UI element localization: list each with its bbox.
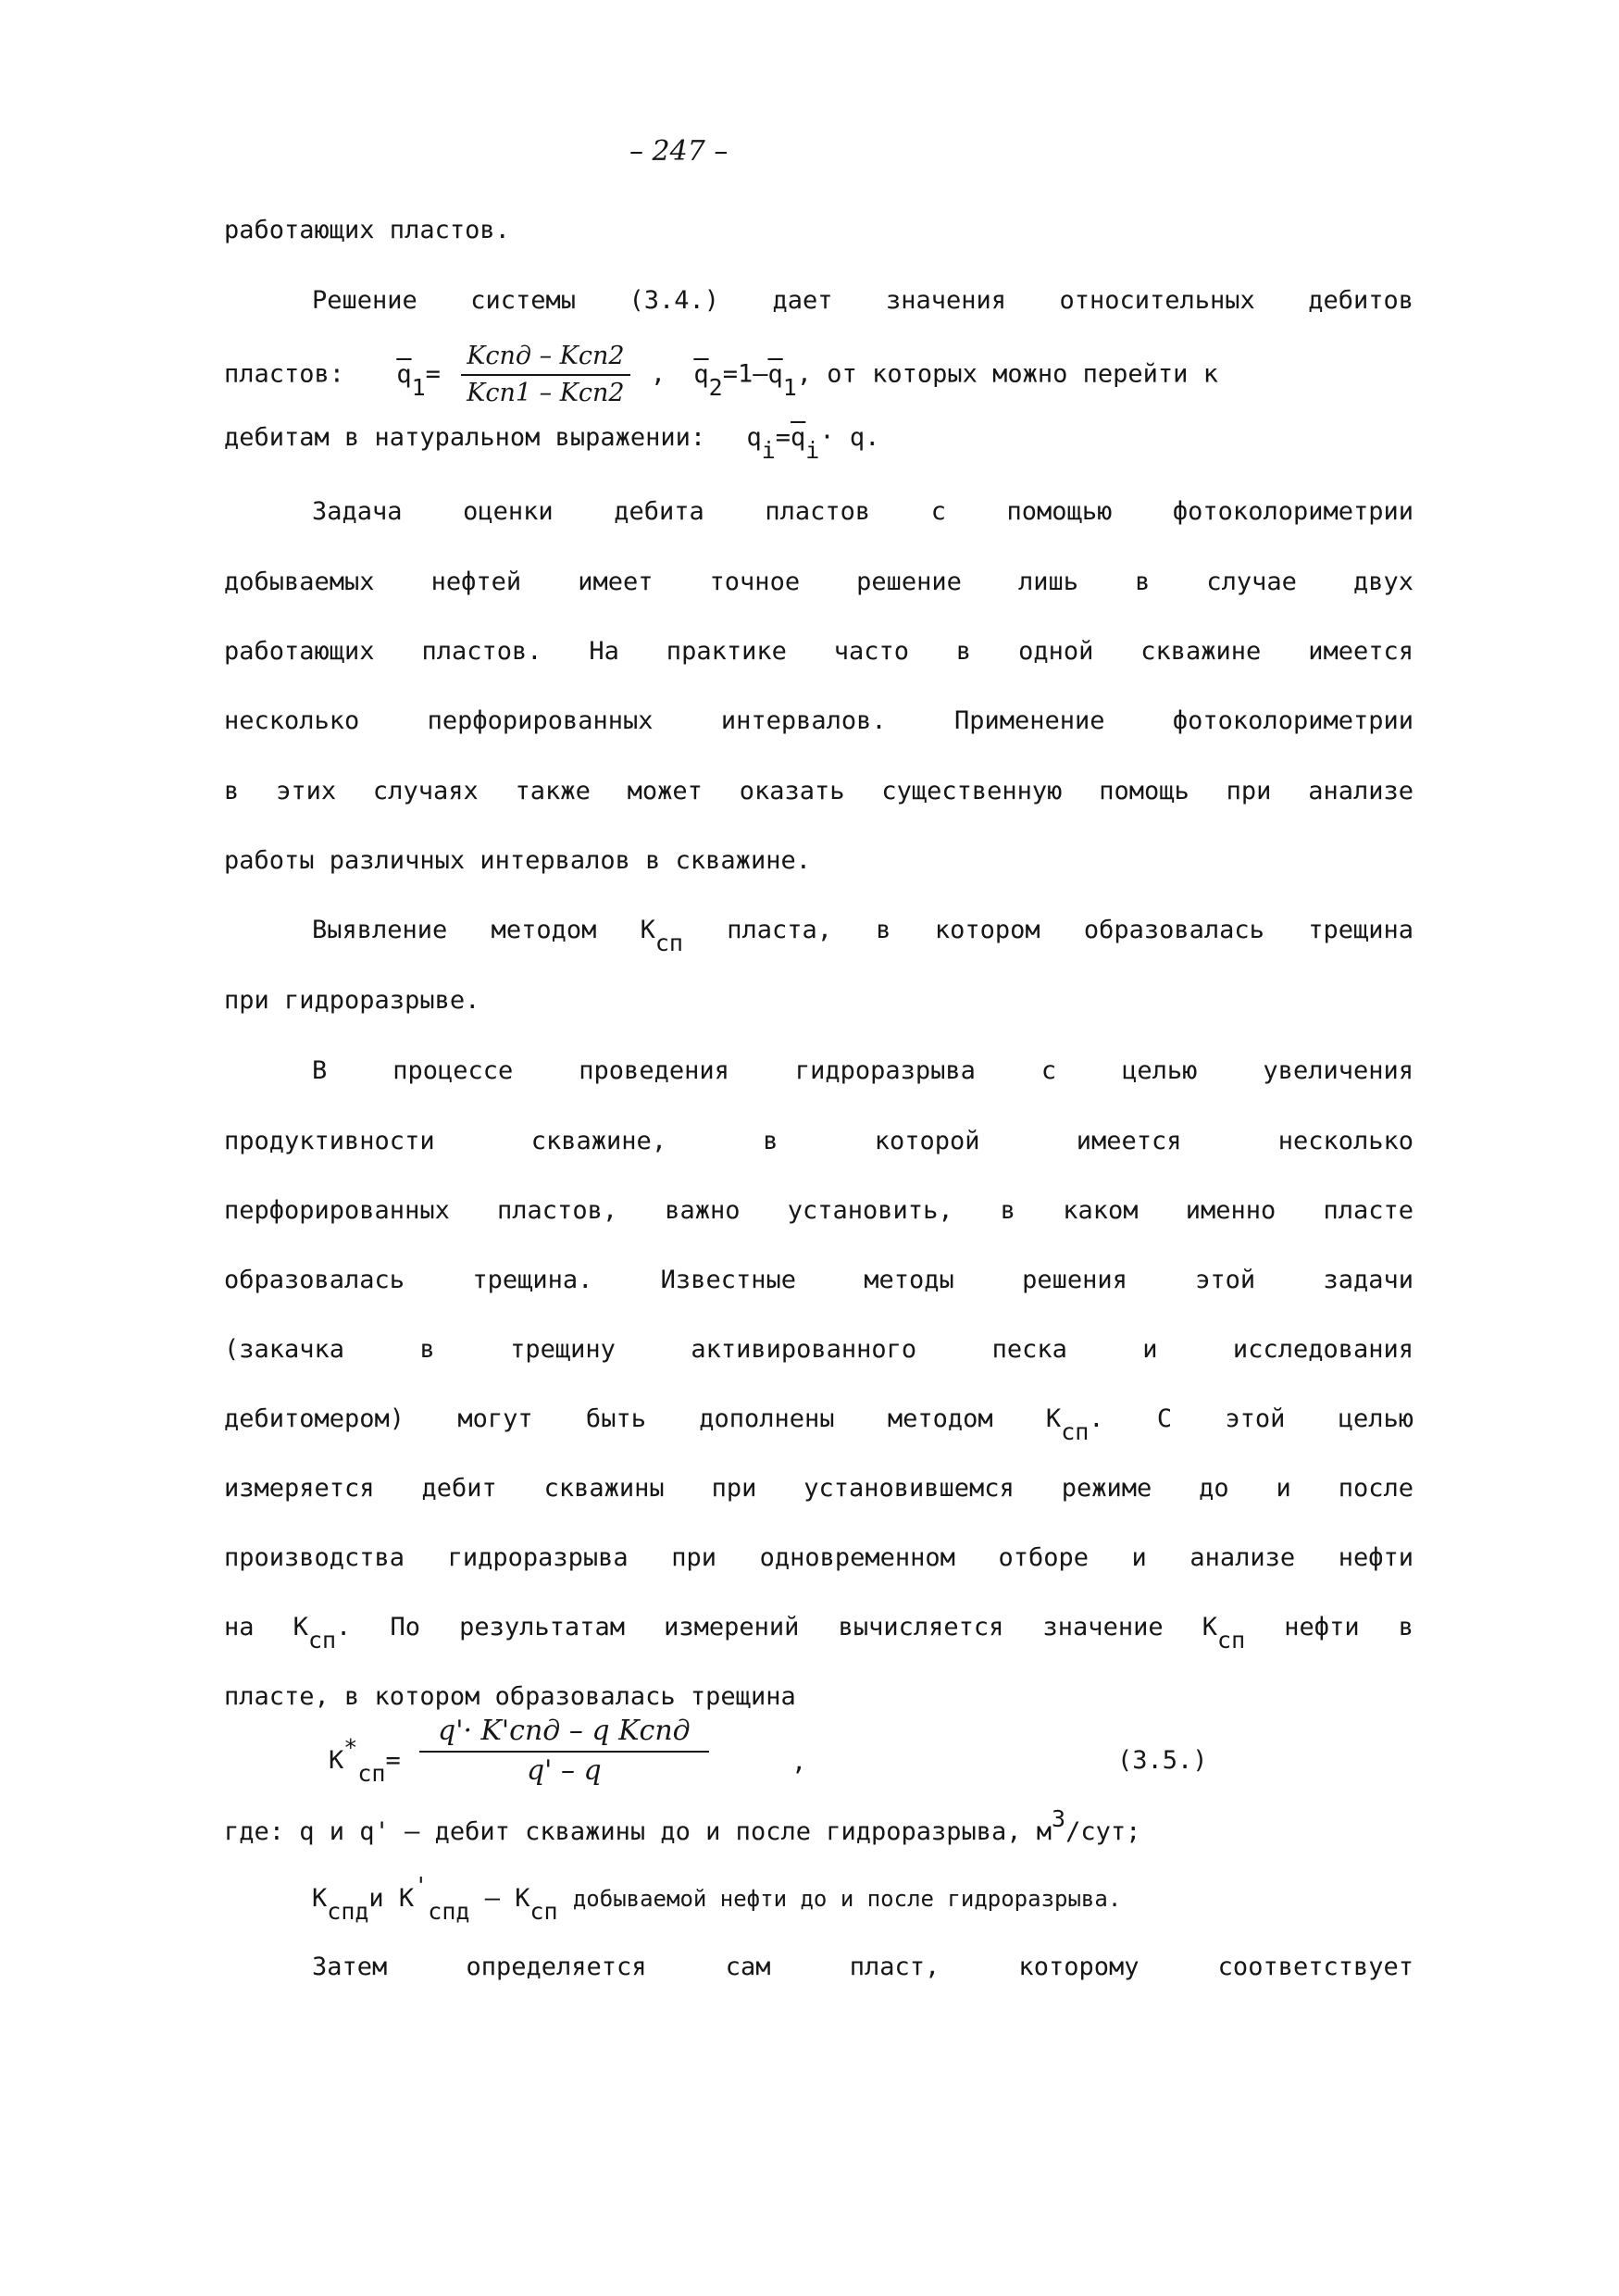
- text-tail: , от которых можно перейти к: [796, 359, 1218, 389]
- text-line-6: добываемых нефтей имеет точное решение лишь в случае двух: [224, 568, 1414, 596]
- text-line-7: работающих пластов. На практике часто в одной скважине имеется: [224, 637, 1414, 666]
- qi-symbol: $q_i$: [746, 423, 776, 464]
- text-line-1: работающих пластов.: [224, 216, 510, 244]
- formula-numerator: q'· K'спд – q Kспд: [419, 1715, 709, 1753]
- text-line-14: продуктивности скважине, в которой имеется несколько: [224, 1127, 1414, 1155]
- text-tail: · q.: [819, 423, 880, 452]
- text-line-18: дебитомером) могут быть дополнены методом $К_{сп}$. С этой целью: [224, 1404, 1414, 1445]
- q2-rhs: =1–: [722, 359, 768, 389]
- equals-sign: =: [775, 423, 791, 452]
- formula-denominator: q' – q: [526, 1754, 602, 1787]
- formula-lhs: $К^*_{сп}=$: [329, 1734, 401, 1787]
- text-line-4: [224, 422, 1414, 464]
- text-line-8: несколько перфорированных интервалов. Применение фотоколориметрии: [224, 706, 1414, 735]
- text-line-13: В процессе проведения гидроразрыва с целью увеличения: [312, 1056, 1414, 1085]
- text-line-2: Решение системы (3.4.) дает значения относительных дебитов: [312, 286, 1414, 315]
- q1-symbol: $\overline{q}_1$: [396, 359, 426, 401]
- text-line-10: работы различных интервалов в скважине.: [224, 846, 811, 875]
- text-line-22: пласте, в котором образовалась трещина: [224, 1682, 796, 1711]
- text-line-25: Затем определяется сам пласт, которому соответствует: [312, 1953, 1414, 1981]
- qi-bar-symbol: $\overline{q}_i$: [791, 423, 820, 464]
- ratio-denominator: Kсп1 – Kсп2: [467, 379, 625, 407]
- text-line-5: Задача оценки дебита пластов с помощью фотоколориметрии: [312, 497, 1414, 526]
- formula-fraction: [419, 1715, 709, 1787]
- ratio-fraction: [461, 341, 629, 409]
- text-line-19: измеряется дебит скважины при установившемся режиме до и после: [224, 1474, 1414, 1503]
- text-line-23: где: q и q' – дебит скважины до и после гидроразрыва, $м^3$/сут;: [224, 1805, 1141, 1846]
- text-line-20: производства гидроразрыва при одновременном отборе и анализе нефти: [224, 1543, 1414, 1572]
- text-line-3-formula: [224, 341, 1414, 406]
- text-line-9: в этих случаях также может оказать существенную помощь при анализе: [224, 777, 1414, 805]
- label-plastov: пластов:: [224, 359, 345, 389]
- ratio-numerator: Kспд – Kсп2: [461, 341, 629, 376]
- text-line-12: при гидроразрыве.: [224, 986, 480, 1015]
- equals-sign: =: [425, 359, 441, 389]
- comma: ,: [650, 359, 666, 389]
- text-line-11: Выявление методом $К_{сп}$ пласта, в котором образовалась трещина: [312, 916, 1414, 956]
- formula-comma: ,: [791, 1748, 807, 1777]
- text-line-17: (закачка в трещину активированного песка и исследования: [224, 1335, 1414, 1364]
- text-line-24: $К_{спд}и$ $К'_{спд} - К_{сп}$ добываемой нефти до и после гидроразрыва.: [312, 1872, 1122, 1925]
- text-natural: дебитам в натуральном выражении:: [224, 423, 706, 452]
- text-line-16: образовалась трещина. Известные методы решения этой задачи: [224, 1266, 1414, 1294]
- q1-symbol-b: $\overline{q}_1$: [767, 359, 797, 401]
- q2-symbol: $\overline{q}_2$: [693, 359, 723, 401]
- text-line-15: перфорированных пластов, важно установить, в каком именно пласте: [224, 1196, 1414, 1225]
- text-line-21: на $К_{сп}$. По результатам измерений вычисляется значение $К_{сп}$ нефти в: [224, 1613, 1414, 1653]
- formula-3-5: [329, 1713, 1414, 1815]
- page-number: – 247 –: [629, 135, 729, 168]
- formula-number: (3.5.): [1117, 1746, 1208, 1775]
